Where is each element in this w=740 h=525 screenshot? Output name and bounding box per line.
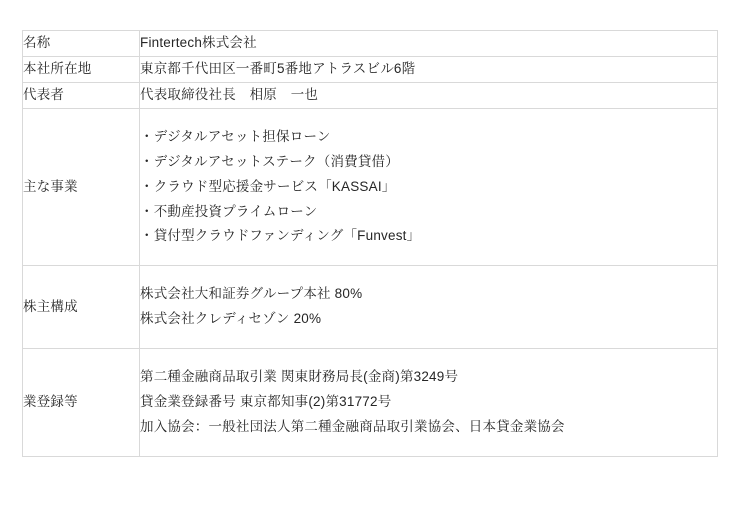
value-line: 株式会社大和証券グループ本社 80% — [140, 286, 363, 302]
row-value — [140, 31, 718, 57]
value-line: 代表取締役社長 相原 一也 — [140, 86, 319, 102]
table-row — [23, 56, 718, 82]
row-value — [140, 349, 718, 457]
value-line: 加入協会：一般社団法人第二種金融商品取引業協会、日本貸金業協会 — [140, 419, 565, 435]
table-row — [23, 31, 718, 57]
row-value — [140, 108, 718, 266]
value-line: ・貸付型クラウドファンディング「Funvest」 — [140, 228, 421, 244]
value-line: 貸金業登録番号 東京都知事(2)第31772号 — [140, 394, 392, 410]
table-row — [23, 266, 718, 349]
company-profile-table — [22, 30, 718, 457]
row-value — [140, 266, 718, 349]
value-line: 第二種金融商品取引業 関東財務局長(金商)第3249号 — [140, 369, 459, 385]
table-row — [23, 82, 718, 108]
value-line: ・不動産投資プライムローン — [140, 203, 318, 219]
row-label: 本社所在地 — [23, 56, 140, 82]
value-line: ・デジタルアセット担保ローン — [140, 128, 331, 144]
value-line: ・クラウド型応援金サービス「KASSAI」 — [140, 178, 396, 194]
row-value — [140, 82, 718, 108]
value-line: Fintertech株式会社 — [140, 35, 257, 50]
row-label: 名称 — [23, 31, 140, 57]
row-label: 代表者 — [23, 82, 140, 108]
row-value — [140, 56, 718, 82]
value-line: ・デジタルアセットステーク（消費貸借） — [140, 153, 399, 169]
table-row — [23, 349, 718, 457]
row-label: 主な事業 — [23, 108, 140, 266]
value-line: 株式会社クレディセゾン 20% — [140, 311, 322, 327]
table-row — [23, 108, 718, 266]
value-line: 東京都千代田区一番町5番地アトラスビル6階 — [140, 60, 416, 76]
row-label: 株主構成 — [23, 266, 140, 349]
row-label: 業登録等 — [23, 349, 140, 457]
company-profile-table-wrapper — [22, 30, 718, 457]
table-body — [23, 31, 718, 457]
